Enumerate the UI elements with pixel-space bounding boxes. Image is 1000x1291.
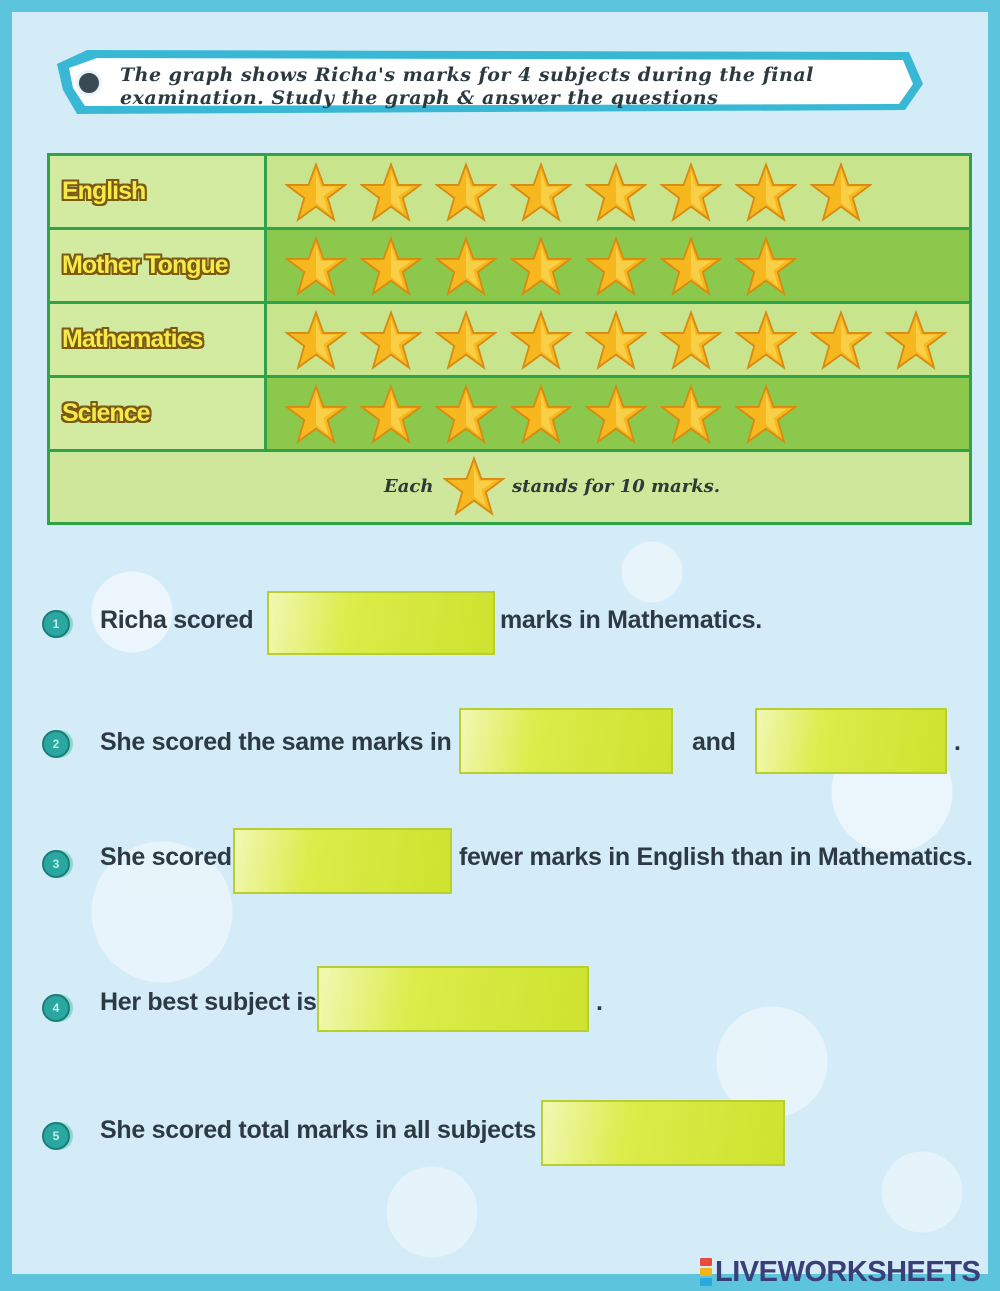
star-icon [435,310,497,372]
key-suffix: stands for 10 marks. [512,476,721,497]
stars-cell [267,378,969,449]
pictograph-row [50,156,969,230]
question-2-text: She scored the same marks in [100,728,452,756]
category-cell [50,304,267,375]
star-icon [735,236,797,298]
answer-input-4[interactable] [317,966,589,1032]
star-icon [735,310,797,372]
stars-cell [267,230,969,301]
answer-input-5[interactable] [541,1100,785,1166]
question-2-middle: and [692,728,736,756]
stars-cell [267,156,969,227]
star-icon [810,162,872,224]
star-icon [660,236,722,298]
question-3-text: She scored [100,843,232,871]
star-icon [443,456,505,518]
liveworksheets-logo [700,1256,980,1288]
category-label: Science [62,399,150,427]
question-2-suffix: . [954,728,961,756]
star-icon [510,310,572,372]
star-icon [435,162,497,224]
pictograph-chart [47,153,972,525]
star-icon [585,310,647,372]
star-icon [360,310,422,372]
star-icon [585,236,647,298]
stars-cell [267,304,969,375]
question-4-suffix: . [596,988,603,1016]
star-icon [435,384,497,446]
star-icon [735,162,797,224]
question-number-5: 5 [42,1122,70,1150]
pictograph-row [50,378,969,452]
star-icon [360,236,422,298]
star-icon [510,236,572,298]
category-cell [50,156,267,227]
star-icon [585,162,647,224]
star-icon [735,384,797,446]
question-3-suffix: fewer marks in English than in Mathematics. [459,843,973,871]
instruction-text: The graph shows Richa's marks for 4 subjects during the final examination. Study the graph & answer the questions [120,64,814,109]
logo-icon [700,1257,712,1287]
star-icon [885,310,947,372]
star-icon [810,310,872,372]
pictograph-row [50,304,969,378]
question-1-suffix: marks in Mathematics. [500,606,762,634]
pictograph-key [50,452,969,522]
question-4-text: Her best subject is [100,988,317,1016]
star-icon [510,384,572,446]
star-icon [660,384,722,446]
logo-text: LIVEWORKSHEETS [715,1255,981,1288]
pictograph-row [50,230,969,304]
answer-input-2b[interactable] [755,708,947,774]
answer-input-3[interactable] [233,828,452,894]
category-label: English [62,177,146,205]
star-icon [360,162,422,224]
category-label: Mathematics [62,325,203,353]
star-icon [285,162,347,224]
category-cell [50,378,267,449]
bullet-icon [76,70,102,96]
question-5-text: She scored total marks in all subjects [100,1116,536,1144]
category-cell [50,230,267,301]
star-icon [360,384,422,446]
star-icon [510,162,572,224]
star-icon [285,310,347,372]
category-label: Mother Tongue [62,251,228,279]
key-prefix: Each [384,476,434,497]
question-number-2: 2 [42,730,70,758]
star-icon [285,384,347,446]
answer-input-2a[interactable] [459,708,673,774]
star-icon [660,310,722,372]
star-icon [285,236,347,298]
question-number-3: 3 [42,850,70,878]
worksheet-page [12,12,988,1274]
answer-input-1[interactable] [267,591,495,655]
star-icon [585,384,647,446]
star-icon [435,236,497,298]
question-1-text: Richa scored [100,606,254,634]
question-number-4: 4 [42,994,70,1022]
star-icon [660,162,722,224]
question-number-1: 1 [42,610,70,638]
